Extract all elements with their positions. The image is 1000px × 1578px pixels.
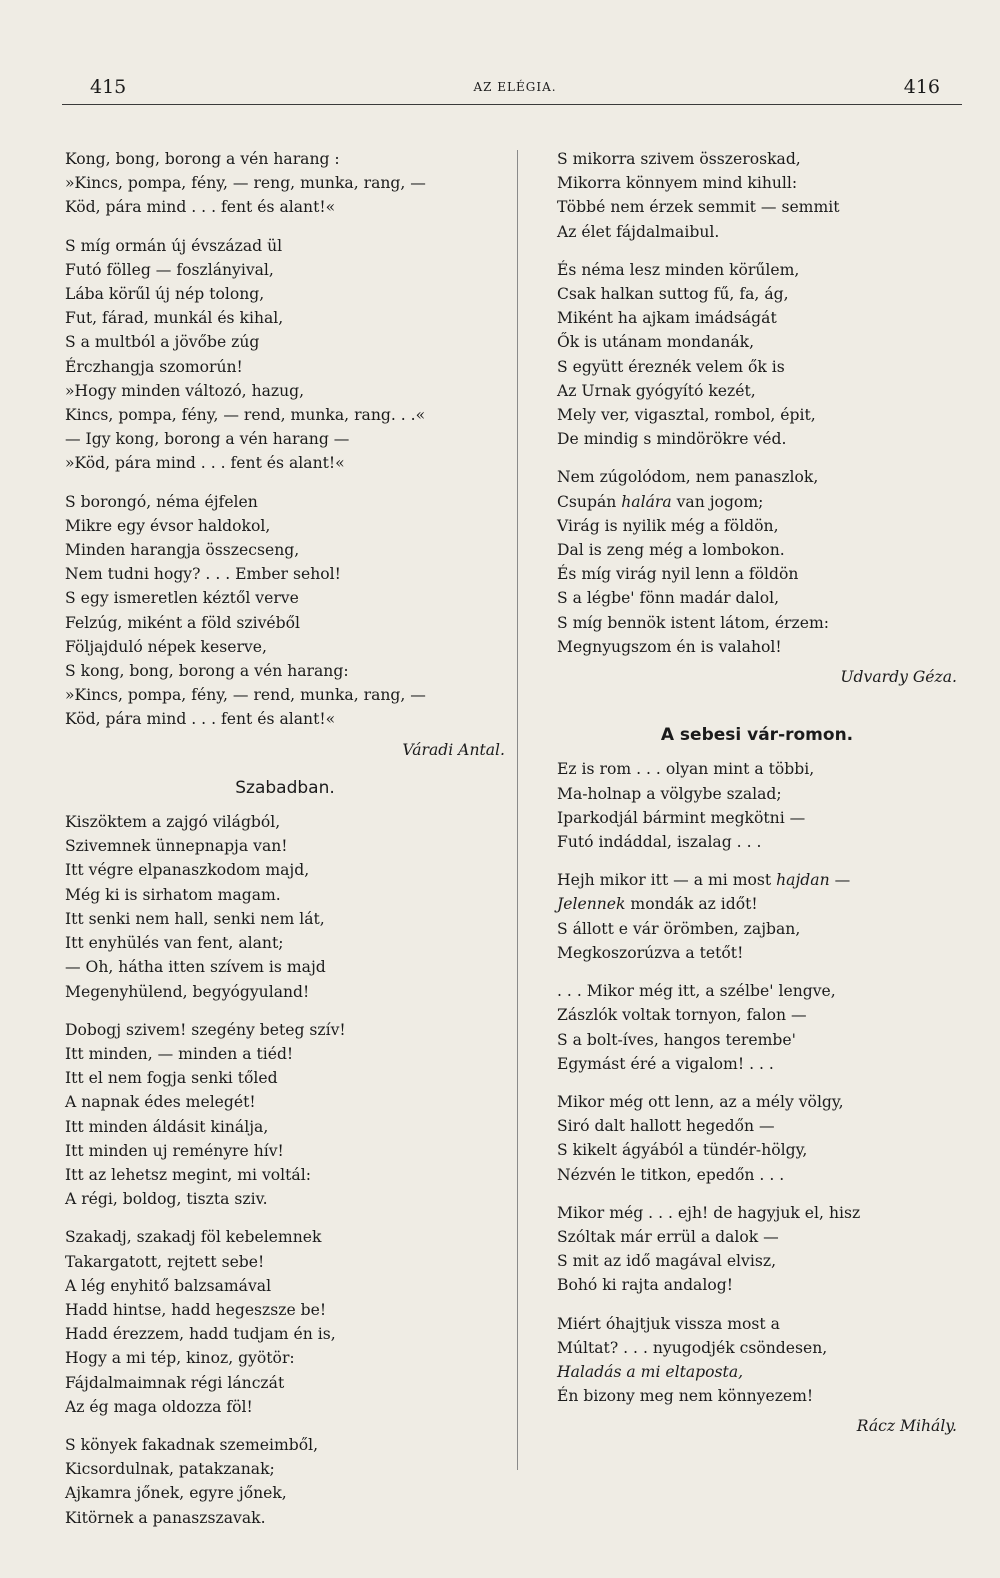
verse-line: Zászlók voltak tornyon, falon —	[557, 1006, 807, 1025]
verse-line: S kikelt ágyából a tündér-hölgy,	[557, 1141, 808, 1160]
verse-line: Még ki is sirhatom magam.	[65, 885, 281, 904]
poem3-stanza	[557, 979, 957, 1076]
poem2-stanza	[65, 1225, 505, 1419]
verse-line: Nem zúgolódom, nem panaszlok,	[557, 468, 819, 487]
verse-line: Az ég maga oldozza föl!	[65, 1397, 253, 1416]
verse-line: Itt az lehetsz megint, mi voltál:	[65, 1165, 311, 1184]
verse-line: — Igy kong, borong a vén harang —	[65, 430, 350, 449]
verse-line: Miként ha ajkam imádságát	[557, 309, 777, 328]
poem2-stanza	[65, 1018, 505, 1212]
column-divider	[517, 150, 518, 1470]
italic-word: hajdan	[776, 871, 830, 890]
verse-line: Kong, bong, borong a vén harang :	[65, 150, 340, 168]
italic-word: Jelennek	[557, 895, 626, 914]
verse-line: Takargatott, rejtett sebe!	[65, 1252, 265, 1271]
verse-line: S kong, bong, borong a vén harang:	[65, 662, 349, 681]
poem3-title: A sebesi vár-romon.	[660, 725, 854, 746]
poem3-stanza	[557, 1090, 957, 1187]
poem3-signature: Rácz Mihály.	[856, 1417, 957, 1436]
verse-line: Köd, pára mind . . . fent és alant!«	[65, 710, 336, 729]
poem1-signature: Váradi Antal.	[402, 740, 505, 759]
verse-line	[557, 892, 957, 916]
verse-line: Felzúg, miként a föld szivéből	[65, 613, 300, 632]
verse-line: Mikre egy évsor haldokol,	[65, 516, 271, 535]
poem2-stanza	[65, 810, 505, 1004]
verse-line: Mely ver, vigasztal, rombol, épit,	[557, 406, 816, 425]
verse-line: Siró dalt hallott hegedőn —	[557, 1117, 775, 1136]
verse-line: Nézvén le titkon, epedőn . . .	[557, 1165, 785, 1184]
verse-line: Bohó ki rajta andalog!	[557, 1276, 733, 1295]
verse-line: Megnyugszom én is valahol!	[557, 637, 782, 656]
header-rule	[62, 104, 962, 105]
verse-line: S együtt éreznék velem ők is	[557, 357, 785, 376]
verse-line: Itt el nem fogja senki tőled	[65, 1069, 278, 1088]
verse-line: Lába körűl új nép tolong,	[65, 285, 265, 304]
verse-line: Futó indáddal, iszalag . . .	[557, 833, 762, 852]
verse-line: Szivemnek ünnepnapja van!	[65, 837, 288, 856]
verse-line: A régi, boldog, tiszta sziv.	[65, 1190, 268, 1209]
verse-line: Az Urnak gyógyító kezét,	[557, 381, 756, 400]
verse-text: Csupán	[557, 492, 622, 511]
verse-line: Nem tudni hogy? . . . Ember sehol!	[65, 565, 341, 584]
verse-line: Itt minden uj reményre hív!	[65, 1141, 284, 1160]
verse-line: Futó fölleg — foszlányival,	[65, 260, 274, 279]
poem3-stanza	[557, 868, 957, 965]
verse-line: Kiszöktem a zajgó világból,	[65, 813, 281, 832]
verse-line: Szóltak már errül a dalok —	[557, 1227, 779, 1246]
verse-line: És néma lesz minden körűlem,	[557, 260, 800, 279]
verse-line: Megenyhülend, begyógyuland!	[65, 982, 310, 1001]
verse-line: Mikor még . . . ejh! de hagyjuk el, hisz	[557, 1203, 861, 1222]
page-number-right: 416	[903, 76, 940, 98]
verse-line: Köd, pára mind . . . fent és alant!«	[65, 198, 336, 217]
verse-line: S a légbe' fönn madár dalol,	[557, 589, 780, 608]
poem2-stanza	[65, 1433, 505, 1530]
verse-line: Kincs, pompa, fény, — rend, munka, rang. . .«	[65, 406, 426, 425]
verse-line: Kitörnek a panaszszavak.	[65, 1508, 266, 1527]
verse-line: Hadd hintse, hadd hegeszsze be!	[65, 1300, 327, 1319]
verse-line: Itt senki nem hall, senki nem lát,	[65, 909, 325, 928]
verse-line: »Kincs, pompa, fény, — rend, munka, rang, —	[65, 686, 426, 705]
verse-line: S míg bennök istent látom, érzem:	[557, 613, 829, 632]
verse-line: Dobogj szivem! szegény beteg szív!	[65, 1020, 346, 1039]
poem1-stanza	[65, 147, 505, 220]
verse-line: S a multból a jövőbe zúg	[65, 333, 260, 352]
verse-line: Szakadj, szakadj föl kebelemnek	[65, 1228, 322, 1247]
verse-line: Ajkamra jőnek, egyre jőnek,	[65, 1484, 287, 1503]
verse-line: Itt enyhülés van fent, alant;	[65, 934, 284, 953]
verse-line: S könyek fakadnak szemeimből,	[65, 1435, 319, 1454]
verse-line: Mikor még ott lenn, az a mély völgy,	[557, 1092, 844, 1111]
verse-line: Miért óhajtjuk vissza most a	[557, 1314, 780, 1333]
poem3-stanza	[557, 1312, 957, 1409]
verse-line: Én bizony meg nem könnyezem!	[557, 1387, 814, 1406]
poem1-stanza	[65, 234, 505, 476]
verse-line: Virág is nyilik még a földön,	[557, 516, 779, 535]
verse-line: A lég enyhitő balzsamával	[65, 1276, 272, 1295]
verse-text: Hejh mikor itt — a mi most	[557, 871, 777, 890]
verse-line: Múltat? . . . nyugodjék csöndesen,	[557, 1338, 828, 1357]
verse-line: Fájdalmaimnak régi lánczát	[65, 1373, 285, 1392]
verse-line: A napnak édes melegét!	[65, 1093, 256, 1112]
poem3-stanza	[557, 1201, 957, 1298]
verse-line: Iparkodjál bármint megkötni —	[557, 808, 806, 827]
verse-line: Hogy a mi tép, kinoz, gyötör:	[65, 1349, 295, 1368]
verse-text: van jogom;	[671, 492, 764, 511]
verse-line: Följajduló népek keserve,	[65, 637, 267, 656]
poem1-stanza	[65, 490, 505, 732]
verse-line: Érczhangja szomorún!	[65, 357, 243, 376]
poem2-title: Szabadban.	[235, 777, 335, 798]
verse-line: Mikorra könnyem mind kihull:	[557, 174, 798, 193]
running-title: AZ ELÉGIA.	[473, 80, 557, 94]
verse-line: »Kincs, pompa, fény, — reng, munka, rang, —	[65, 174, 426, 193]
verse-line: De mindig s mindörökre véd.	[557, 430, 787, 449]
verse-line	[557, 490, 957, 514]
verse-line: Ez is rom . . . olyan mint a többi,	[557, 760, 815, 779]
poem2-stanza	[557, 147, 957, 244]
poem2-stanza	[557, 465, 957, 659]
verse-line: S mit az idő magával elvisz,	[557, 1252, 777, 1271]
verse-line: Itt minden, — minden a tiéd!	[65, 1044, 294, 1063]
verse-line: Egymást éré a vigalom! . . .	[557, 1054, 774, 1073]
verse-line: S mikorra szivem összeroskad,	[557, 150, 801, 168]
verse-line: S a bolt-íves, hangos terembe'	[557, 1030, 796, 1049]
right-column	[557, 147, 957, 1439]
verse-line: Az élet fájdalmaibul.	[557, 222, 720, 241]
verse-line: Megkoszorúzva a tetőt!	[557, 943, 744, 962]
verse-text: —	[829, 871, 851, 890]
verse-line: Ők is utánam mondanák,	[557, 333, 755, 352]
verse-line: Fut, fárad, munkál és kihal,	[65, 309, 284, 328]
left-column	[65, 147, 505, 1544]
verse-line: Dal is zeng még a lombokon.	[557, 541, 785, 560]
verse-line: — Oh, hátha itten szívem is majd	[65, 958, 326, 977]
verse-line	[557, 868, 957, 892]
verse-line: Ma-holnap a völgybe szalad;	[557, 784, 782, 803]
verse-line: S egy ismeretlen kéztől verve	[65, 589, 299, 608]
page-number-left: 415	[90, 76, 127, 98]
verse-line: »Köd, pára mind . . . fent és alant!«	[65, 454, 345, 473]
poem3-stanza	[557, 757, 957, 854]
poem2-stanza	[557, 258, 957, 452]
verse-line: Többé nem érzek semmit — semmit	[557, 198, 840, 217]
verse-line: . . . Mikor még itt, a szélbe' lengve,	[557, 982, 836, 1001]
poem2-signature: Udvardy Géza.	[840, 668, 957, 687]
verse-line: S állott e vár örömben, zajban,	[557, 919, 801, 938]
verse-line: És míg virág nyil lenn a földön	[557, 565, 799, 584]
verse-line: Kicsordulnak, patakzanak;	[65, 1460, 275, 1479]
verse-line: Csak halkan suttog fű, fa, ág,	[557, 285, 789, 304]
verse-line: Minden harangja összecseng,	[65, 541, 300, 560]
verse-line: Itt végre elpanaszkodom majd,	[65, 861, 310, 880]
verse-line: S borongó, néma éjfelen	[65, 492, 258, 511]
running-head	[90, 76, 940, 100]
italic-word: halára	[621, 492, 672, 511]
verse-line: S míg ormán új évszázad ül	[65, 236, 283, 255]
verse-line: Hadd érezzem, hadd tudjam én is,	[65, 1325, 336, 1344]
verse-text: mondák az időt!	[625, 895, 758, 914]
verse-line: »Hogy minden változó, hazug,	[65, 381, 305, 400]
verse-line: Itt minden áldásit kinálja,	[65, 1117, 269, 1136]
verse-line: Haladás a mi eltaposta,	[557, 1362, 744, 1381]
